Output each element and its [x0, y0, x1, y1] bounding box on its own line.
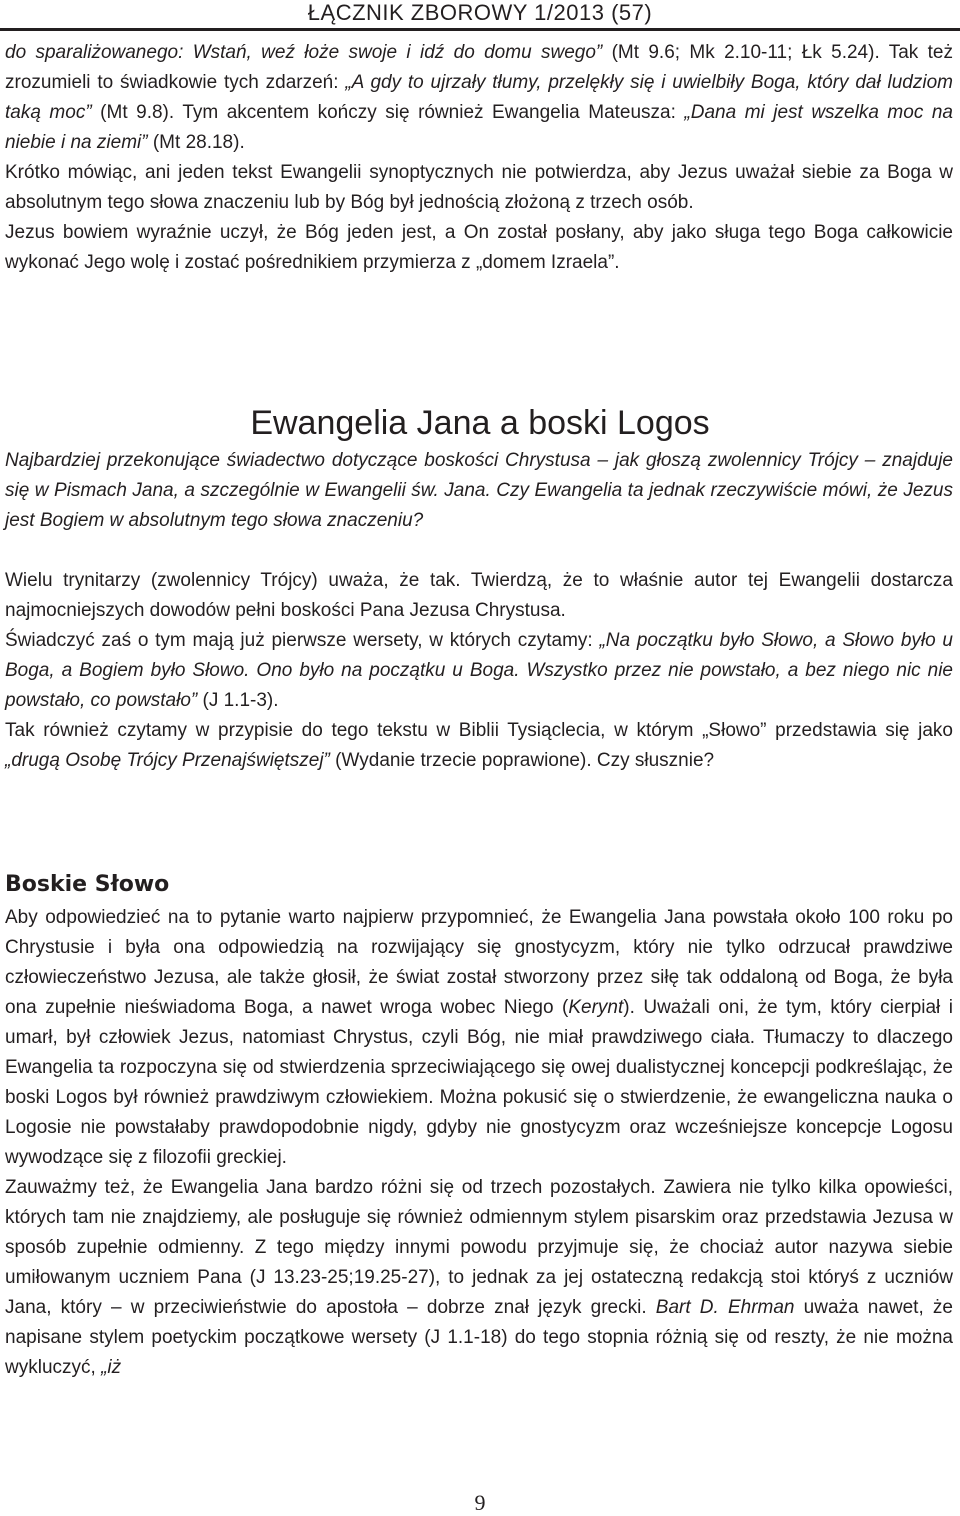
- text-segment: Zauważmy też, że Ewangelia Jana bardzo różni się od trzech pozostałych. Zawiera nie tylko kilka opowieści, których tam nie znajdziemy, ale posługuje się również odmiennym stylem pisarskim oraz przedstawia Jezusa w sposób zupełnie odmienny. Z tego między innymi powodu przyjmuje się, że chociaż autor nazywa siebie umiłowanym uczniem Pana (J 13.23-25;19.25-27), to jednak za jej ostateczną redakcją stoi któryś z uczniów Jana, który – w przeciwieństwie do apostoła – dobrze znał język grecki.: [5, 1177, 953, 1318]
- italic-text-segment: Kerynt: [568, 997, 624, 1018]
- text-segment: ). Uważali oni, że tym, który cierpiał i umarł, był człowiek Jezus, natomiast Chrystus, czyli Bóg, nie miał prawdziwego ciała. Tłumaczy to dlaczego Ewangelia ta rozpoczyna się od stwierdzenia sprzeciwiającego się owej dualistycznej koncepcji podkreślając, że boski Logos był również prawdziwym człowiekiem. Można pokusić się o stwierdzenie, że ewangeliczna nauka o Logosie nie powstałaby prawdopodobnie nigdy, gdyby nie gnostycyzm oraz wcześniejsze koncepcje Logosu wywodzące się z filozofii greckiej.: [5, 997, 953, 1168]
- section1-paragraph-3: [5, 716, 953, 776]
- section1-block: [5, 446, 953, 776]
- text-segment: (Mt 9.6; Mk 2.10-11; Łk 5.24). Tak też zrozumieli to świadkowie tych zdarzeń:: [5, 42, 953, 93]
- running-header: ŁĄCZNIK ZBOROWY 1/2013 (57): [307, 0, 653, 25]
- section1-paragraph-2: [5, 626, 953, 716]
- intro-block: [5, 38, 953, 278]
- text-segment: Świadczyć zaś o tym mają już pierwsze wersety, w których czytamy:: [5, 630, 600, 651]
- italic-text-segment: „A gdy to ujrzały tłumy, przelękły się i uwielbiły Boga, który dał ludziom taką moc”: [5, 72, 953, 123]
- section2-block: [5, 903, 953, 1383]
- italic-text-segment: „Na początku było Słowo, a Słowo było u Boga, a Bogiem było Słowo. Ono było na początku u Boga. Wszystko przez nie powstało, a bez niego nic nie powstało, co powstało”: [5, 630, 953, 711]
- page-number: 9: [474, 1490, 486, 1515]
- italic-text-segment: „drugą Osobę Trójcy Przenajświętszej”: [5, 750, 330, 771]
- text-segment: Tak również czytamy w przypisie do tego tekstu w Biblii Tysiąclecia, w którym „Słowo” przedstawia się jako: [5, 720, 953, 741]
- text-segment: uważa nawet, że napisane stylem poetyckim początkowe wersety (J 1.1-18) do tego stopnia różnią się od reszty, że nie można wykluczyć,: [5, 1297, 953, 1378]
- intro-paragraph-3: Jezus bowiem wyraźnie uczył, że Bóg jeden jest, a On został posłany, aby jako sługa tego Boga całkowicie wykonać Jego wolę i zostać pośrednikiem przymierza z „domem Izraela”.: [5, 222, 953, 273]
- header-rule: [0, 28, 960, 31]
- intro-paragraph-1: [5, 38, 953, 158]
- text-segment: (Mt 28.18).: [147, 132, 245, 153]
- intro-paragraph-2: Krótko mówiąc, ani jeden tekst Ewangelii synoptycznych nie potwierdza, aby Jezus uważał siebie za Boga w absolutnym tego słowa znaczeniu lub by Bóg był jednością złożoną z trzech osób.: [5, 162, 953, 213]
- italic-text-segment: do sparaliżowanego:: [5, 42, 193, 63]
- section2-paragraph-1: [5, 903, 953, 1173]
- section-title: Ewangelia Jana a boski Logos: [250, 404, 710, 442]
- lead-paragraph: Najbardziej przekonujące świadectwo dotyczące boskości Chrystusa – jak głoszą zwolennicy Trójcy – znajduje się w Pismach Jana, a szczególnie w Ewangelii św. Jana. Czy Ewangelia ta jednak rzeczywiście mówi, że Jezus jest Bogiem w absolutnym tego słowa znaczeniu?: [5, 450, 953, 531]
- italic-text-segment: „iż: [101, 1357, 122, 1378]
- subsection-heading: Boskie Słowo: [5, 872, 170, 897]
- text-segment: (Wydanie trzecie poprawione). Czy słusznie?: [329, 750, 715, 771]
- text-segment: (Mt 9.8). Tym akcentem kończy się również Ewangelia Mateusza:: [91, 102, 685, 123]
- text-segment: (J 1.1-3).: [197, 690, 279, 711]
- section2-paragraph-2: [5, 1173, 953, 1383]
- italic-text-segment: Bart D. Ehrman: [655, 1297, 795, 1318]
- italic-text-segment: „Dana mi jest wszelka moc na niebie i na ziemi”: [5, 102, 953, 153]
- text-segment: Aby odpowiedzieć na to pytanie warto najpierw przypomnieć, że Ewangelia Jana powstała około 100 roku po Chrystusie i była ona odpowiedzią na rozwijający się gnostycyzm, który nie tylko odrzucał prawdziwe człowieczeństwo Jezusa, ale także głosił, że świat został stworzony przez siłę tak oddaloną od Boga, że była ona zupełnie nieświadoma Boga, a nawet wroga wobec Niego (: [5, 907, 953, 1018]
- italic-text-segment: Wstań, weź łoże swoje i idź do domu swego”: [192, 42, 603, 63]
- section1-paragraph-1: Wielu trynitarzy (zwolennicy Trójcy) uważa, że tak. Twierdzą, że to właśnie autor tej Ewangelii dostarcza najmocniejszych dowodów pełni boskości Pana Jezusa Chrystusa.: [5, 570, 953, 621]
